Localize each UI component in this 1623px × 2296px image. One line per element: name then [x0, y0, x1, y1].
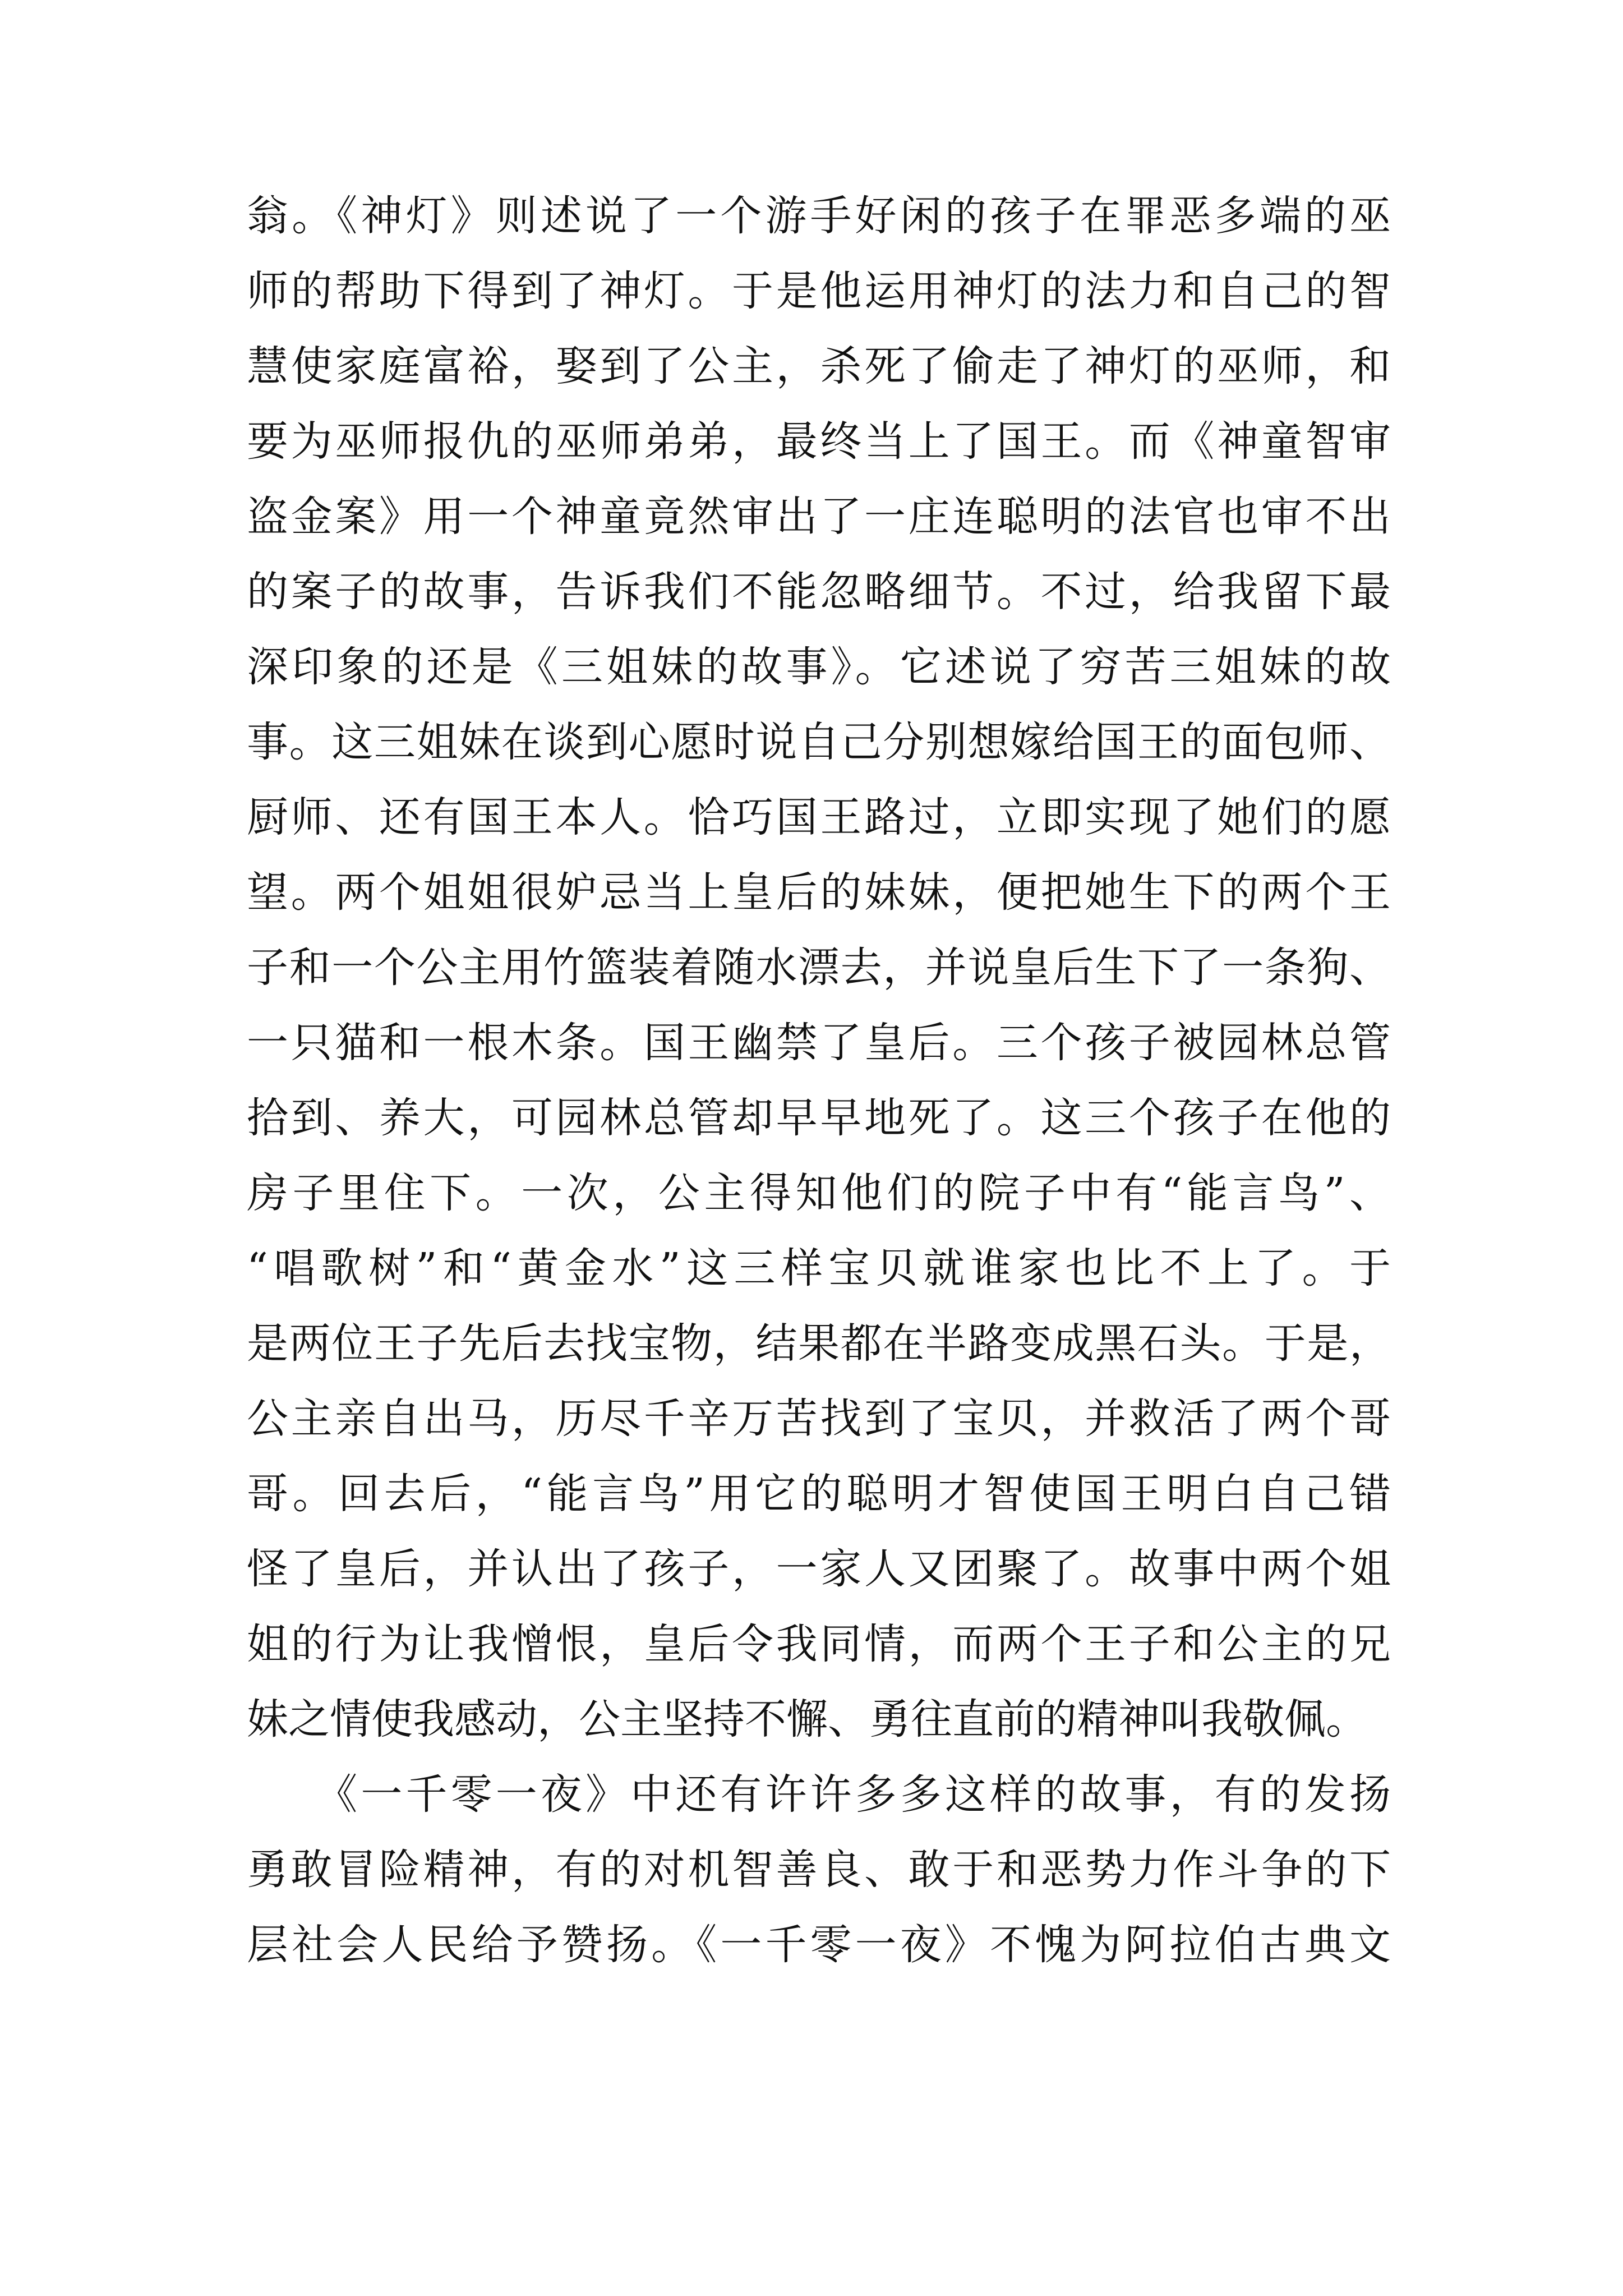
text-line: 要为巫师报仇的巫师弟弟，最终当上了国王。而《神童智审 — [247, 417, 1391, 466]
text-line: 师的帮助下得到了神灯。于是他运用神灯的法力和自己的智 — [247, 267, 1391, 315]
body-text — [247, 178, 1391, 1982]
text-line: 是两位王子先后去找宝物，结果都在半路变成黑石头。于是， — [247, 1319, 1391, 1368]
text-line: 《一千零一夜》中还有许许多多这样的故事，有的发扬 — [247, 1770, 1391, 1819]
text-line: 公主亲自出马，历尽千辛万苦找到了宝贝，并救活了两个哥 — [247, 1395, 1391, 1443]
paragraph-1 — [247, 178, 1391, 1757]
text-line: 厨师、还有国王本人。恰巧国王路过，立即实现了她们的愿 — [247, 793, 1391, 841]
text-line: 勇敢冒险精神，有的对机智善良、敢于和恶势力作斗争的下 — [247, 1846, 1391, 1894]
text-line: 望。两个姐姐很妒忌当上皇后的妹妹，便把她生下的两个王 — [247, 868, 1391, 917]
text-line: 姐的行为让我憎恨，皇后令我同情，而两个王子和公主的兄 — [247, 1620, 1391, 1668]
text-line: 拾到、养大，可园林总管却早早地死了。这三个孩子在他的 — [247, 1094, 1391, 1142]
text-line: 翁。《神灯》则述说了一个游手好闲的孩子在罪恶多端的巫 — [247, 192, 1391, 240]
text-line: 怪了皇后，并认出了孩子，一家人又团聚了。故事中两个姐 — [247, 1545, 1391, 1593]
text-line: 的案子的故事，告诉我们不能忽略细节。不过，给我留下最 — [247, 568, 1391, 616]
text-line: 深印象的还是《三姐妹的故事》。它述说了穷苦三姐妹的故 — [247, 643, 1391, 691]
paragraph-2 — [247, 1757, 1391, 1982]
text-line: 一只猫和一根木条。国王幽禁了皇后。三个孩子被园林总管 — [247, 1019, 1391, 1067]
text-line: 哥。回去后，“能言鸟”用它的聪明才智使国王明白自己错 — [247, 1470, 1391, 1518]
text-line: 慧使家庭富裕，娶到了公主，杀死了偷走了神灯的巫师，和 — [247, 342, 1391, 390]
text-line: 妹之情使我感动，公主坚持不懈、勇往直前的精神叫我敬佩。 — [247, 1695, 1367, 1743]
text-line: “唱歌树”和“黄金水”这三样宝贝就谁家也比不上了。于 — [247, 1244, 1391, 1292]
text-line: 事。这三姐妹在谈到心愿时说自己分别想嫁给国王的面包师、 — [247, 718, 1391, 766]
text-line: 层社会人民给予赞扬。《一千零一夜》不愧为阿拉伯古典文 — [247, 1921, 1391, 1969]
text-line: 子和一个公主用竹篮装着随水漂去，并说皇后生下了一条狗、 — [247, 944, 1391, 992]
text-line: 盗金案》用一个神童竟然审出了一庄连聪明的法官也审不出 — [247, 493, 1391, 541]
text-line: 房子里住下。一次，公主得知他们的院子中有“能言鸟”、 — [247, 1169, 1391, 1217]
